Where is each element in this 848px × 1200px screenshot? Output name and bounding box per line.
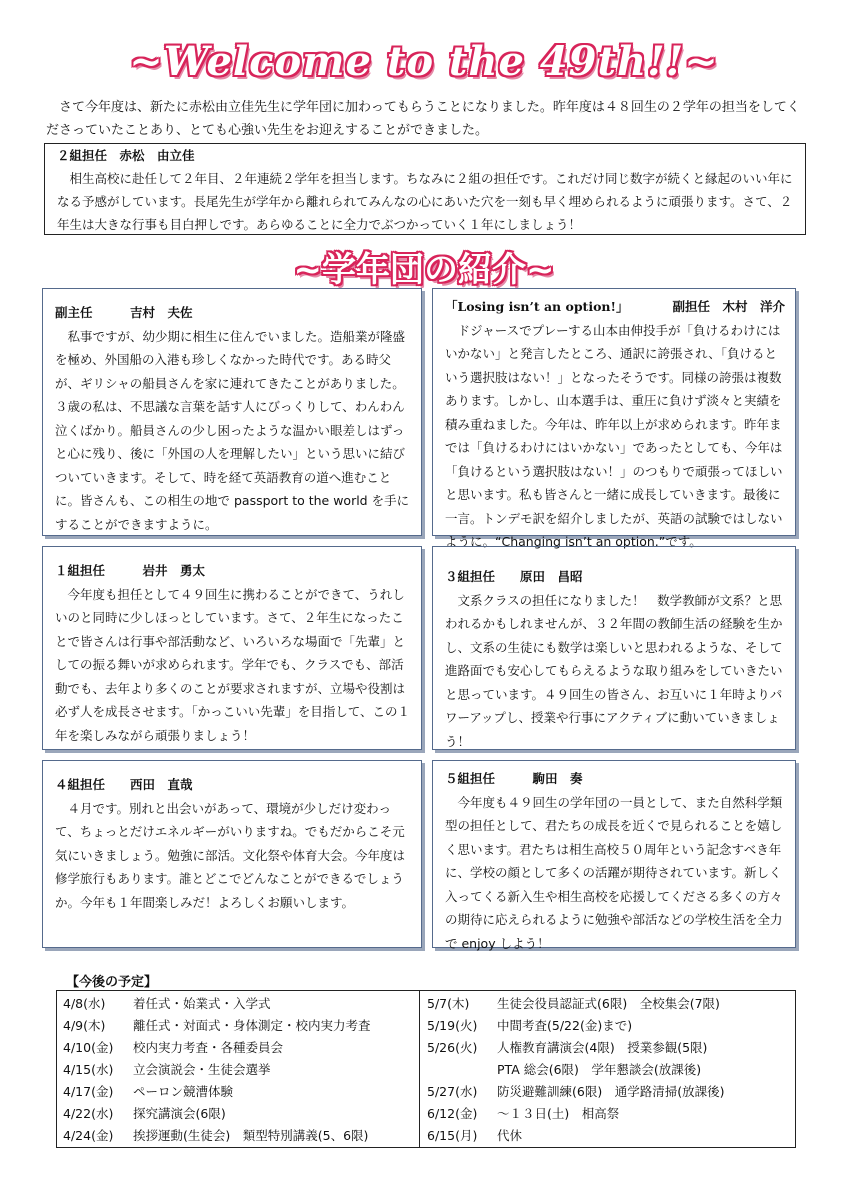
- schedule-event: 校内実力考査・各種委員会: [133, 1040, 284, 1055]
- schedule-date: 5/26(火): [427, 1040, 478, 1055]
- schedule-divider: [419, 991, 420, 1147]
- schedule-title: 【今後の予定】: [66, 975, 158, 990]
- teacher-heading: [445, 295, 785, 319]
- schedule-date: 4/8(水): [63, 996, 106, 1011]
- schedule-event: 代休: [497, 1128, 523, 1143]
- teacher-body: 私事ですが、幼少期に相生に住んでいました。造船業が隆盛を極め、外国船の入港も珍しくなかった時代です。ある時父が、ギリシャの船員さんを家に連れてきたことがありました。３歳の私は、不思議な言葉を話す人にびっくりして、わんわん泣くばかり。船員さんの少し困ったような温かい眼差しはずっと心に残り、後に「外国の人を理解したい」という思いに結びついていきます。そして、時を経て英語教育の道へ進むことに。皆さんも、この相生の地で passport to the world を手にすることができますように。: [55, 328, 410, 532]
- schedule-event: 着任式・始業式・入学式: [133, 996, 271, 1011]
- schedule-event: PTA 総会(6限) 学年懇談会(放課後): [497, 1062, 702, 1077]
- schedule-row: [63, 1037, 413, 1059]
- schedule-right-column: [427, 993, 793, 1147]
- schedule-row: [427, 1059, 793, 1081]
- teacher-card-komada: [432, 760, 796, 951]
- welcome-teacher-box: [44, 143, 806, 235]
- schedule-event: 防災避難訓練(6限) 通学路清掃(放課後): [497, 1084, 725, 1099]
- schedule-row: [427, 1125, 793, 1147]
- teacher-body: 今年度も４９回生の学年団の一員として、また自然科学類型の担任として、君たちの成長を近くで見られることを嬉しく思います。君たちは相生高校５０周年という記念すべき年に、学校の顔として多くの活躍が期待されています。新しく入ってくる新入生や相生高校を応援してくださる多くの方々の期待に応えられるように勉強や部活などの学校生活を全力で enjoy しよう！: [445, 794, 783, 951]
- teacher-body: ドジャースでプレーする山本由伸投手が「負けるわけにはいかない」と発言したところ、通訳に誇張され、「負けるという選択肢はない！」となったそうです。同様の誇張は複数あります。しかし、山本選手は、重圧に負けず淡々と実績を積み重ねました。今年は、昨年以上が求められます。昨年までは「負けるわけにはいかない」であったとしても、今年は「負けるという選択肢はない！」のつもりで頑張ってほしいと思います。私も皆さんと一緒に成長していきます。最後に一言。トンデモ訳を紹介しましたが、英語の試験ではしないように。“Changing isn’t an option.”です。: [445, 322, 783, 549]
- schedule-row: [63, 1125, 413, 1147]
- schedule-event: 人権教育講演会(4限) 授業参観(5限): [497, 1040, 708, 1055]
- schedule-left-column: [63, 993, 413, 1147]
- teacher-heading: 副主任 吉村 夫佐: [55, 305, 193, 320]
- schedule-row: [427, 1015, 793, 1037]
- schedule-date: 5/27(水): [427, 1084, 478, 1099]
- teacher-body: 今年度も担任として４９回生に携わることができて、うれしいのと同時に少しほっとしています。さて、２年生になったことで皆さんは行事や部活動など、いろいろな場面で「先輩」としての振る舞いが求められます。学年でも、クラスでも、部活動でも、去年より多くのことが要求されますが、立場や役割は必ず人を成長させます。「かっこいい先輩」を目指して、この１年を楽しみながら頑張りましょう！: [55, 586, 411, 743]
- schedule-date: 4/17(金): [63, 1084, 114, 1099]
- schedule-row: [63, 1059, 413, 1081]
- schedule-date: 4/9(木): [63, 1018, 106, 1033]
- schedule-date: 5/7(木): [427, 996, 470, 1011]
- welcome-teacher-heading: ２組担任 赤松 由立佳: [57, 148, 195, 163]
- teacher-heading: ３組担任 原田 昌昭: [445, 569, 583, 584]
- schedule-event: 探究講演会(6限): [133, 1106, 226, 1121]
- welcome-teacher-body: 相生高校に赴任して２年目、２年連続２学年を担当します。ちなみに２組の担任です。これだけ同じ数字が続くと縁起のいい年になる予感がしています。長尾先生が学年から離れられてみんなの心にあいた穴を一刻も早く埋められるように頑張ります。さて、２年生は大きな行事も目白押しです。あらゆることに全力でぶつかっていく１年にしましょう！: [57, 171, 793, 232]
- schedule-event: 中間考査(5/22(金)まで): [497, 1018, 633, 1033]
- teacher-body: 文系クラスの担任になりました！ 数学教師が文系？と思われるかもしれませんが、３２年間の教師生活の経験を生かし、文系の生徒にも数学は楽しいと思われるような、そして進路面でも安心してもらえるような取り組みをしていきたいと思っています。４９回生の皆さん、お互いに１年時よりパワーアップし、授業や行事にアクティブに動いていきましょう！: [445, 592, 783, 749]
- schedule-event: 離任式・対面式・身体測定・校内実力考査: [133, 1018, 371, 1033]
- teacher-body: ４月です。別れと出会いがあって、環境が少しだけ変わって、ちょっとだけエネルギーがいりますね。でもだからこそ元気にいきましょう。勉強に部活。文化祭や体育大会。今年度は修学旅行もあります。誰とどこでどんなことができるでしょうか。今年も１年間楽しみだ！よろしくお願いします。: [55, 800, 406, 910]
- schedule-row: [63, 1081, 413, 1103]
- schedule-row: [427, 1037, 793, 1059]
- teacher-heading: １組担任 岩井 勇太: [55, 563, 206, 578]
- schedule-event: ペーロン競漕体験: [133, 1084, 234, 1099]
- schedule-date: 6/15(月): [427, 1128, 478, 1143]
- schedule-date: 4/22(水): [63, 1106, 114, 1121]
- teacher-motto: 「Losing isn’t an option!」: [445, 299, 629, 314]
- schedule-date: 4/10(金): [63, 1040, 114, 1055]
- schedule-date: 4/15(水): [63, 1062, 114, 1077]
- teacher-card-kimura: [432, 288, 796, 549]
- schedule-row: [427, 1103, 793, 1125]
- teacher-name: 副担任 木村 洋介: [672, 299, 785, 314]
- schedule-event: 挨拶運動(生徒会) 類型特別講義(5、6限): [133, 1128, 369, 1143]
- schedule-event: ～１３日(土) 相高祭: [497, 1106, 620, 1121]
- teacher-card-harada: [432, 546, 796, 750]
- schedule-event: 立会演説会・生徒会選挙: [133, 1062, 271, 1077]
- teacher-card-yoshimura: [42, 288, 422, 536]
- teacher-heading: ５組担任 駒田 奏: [445, 771, 583, 786]
- schedule-date: 6/12(金): [427, 1106, 478, 1121]
- schedule-row: [63, 993, 413, 1015]
- schedule-row: [427, 1081, 793, 1103]
- schedule-table: [56, 990, 796, 1148]
- teacher-card-nishida: [42, 760, 422, 948]
- teacher-card-iwai: [42, 546, 422, 750]
- teacher-heading: ４組担任 西田 直哉: [55, 777, 193, 792]
- schedule-row: [427, 993, 793, 1015]
- schedule-row: [63, 1103, 413, 1125]
- intro-paragraph: さて今年度は、新たに赤松由立佳先生に学年団に加わってもらうことになりました。昨年度は４８回生の２学年の担当をしてくださっていたことあり、とても心強い先生をお迎えすることができました。: [46, 100, 800, 138]
- schedule-row: [63, 1015, 413, 1037]
- schedule-date: 5/19(火): [427, 1018, 478, 1033]
- schedule-date: 4/24(金): [63, 1128, 114, 1143]
- welcome-title: ~Welcome to the 49th!!~: [129, 38, 719, 85]
- staff-intro-title: ~学年団の紹介~: [293, 250, 555, 290]
- schedule-event: 生徒会役員認証式(6限) 全校集会(7限): [497, 996, 720, 1011]
